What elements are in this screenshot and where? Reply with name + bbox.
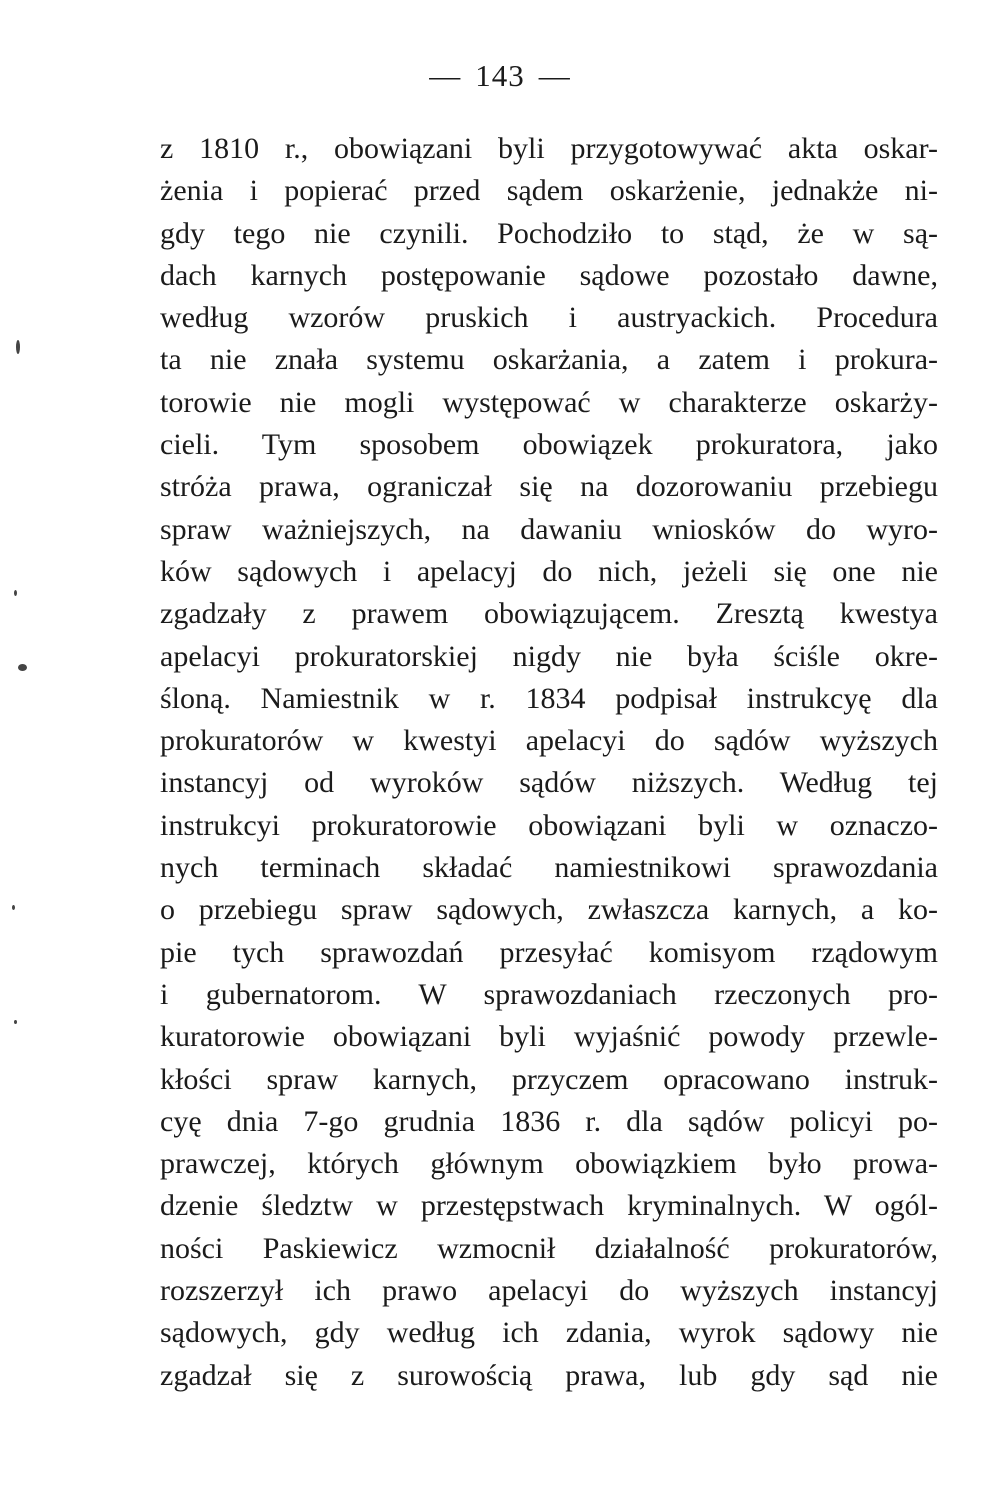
text-line: torowie nie mogli występować w charakterze oskarży- <box>160 385 938 419</box>
text-line: śloną. Namiestnik w r. 1834 podpisał instrukcyę dla <box>160 681 938 715</box>
text-line: ta nie znała systemu oskarżania, a zatem i prokura- <box>160 343 938 377</box>
text-line: nych terminach składać namiestnikowi sprawozdania <box>160 851 938 885</box>
margin-speck <box>18 664 27 671</box>
text-line: zgadzały z prawem obowiązującem. Zresztą kwestya <box>160 597 938 631</box>
text-line: pie tych sprawozdań przesyłać komisyom rządowym <box>160 935 938 969</box>
text-line: zgadzał się z surowością prawa, lub gdy sąd nie <box>160 1358 938 1392</box>
text-line: stróża prawa, ograniczał się na dozorowaniu przebiegu <box>160 470 938 504</box>
text-line: cyę dnia 7-go grudnia 1836 r. dla sądów policyi po- <box>160 1104 938 1138</box>
text-line: sądowych, gdy według ich zdania, wyrok sądowy nie <box>160 1316 938 1350</box>
text-line: prawczej, których głównym obowiązkiem było prowa- <box>160 1147 938 1181</box>
left-margin-specks <box>0 0 30 1496</box>
margin-speck <box>16 340 20 354</box>
text-line: według wzorów pruskich i austryackich. Procedura <box>160 301 938 335</box>
page-number-dash-left: — <box>429 58 462 93</box>
text-line: o przebiegu spraw sądowych, zwłaszcza karnych, a ko- <box>160 893 938 927</box>
text-line: kłości spraw karnych, przyczem opracowano instruk- <box>160 1062 938 1096</box>
text-line: z 1810 r., obowiązani byli przygotowywać akta oskar- <box>160 132 938 165</box>
margin-speck <box>14 1020 17 1024</box>
text-line: i gubernatorom. W sprawozdaniach rzeczonych pro- <box>160 977 938 1011</box>
text-line: ności Paskiewicz wzmocnił działalność prokuratorów, <box>160 1231 938 1265</box>
text-line: dach karnych postępowanie sądowe pozostało dawne, <box>160 258 938 292</box>
margin-speck <box>12 905 15 910</box>
text-line: rozszerzył ich prawo apelacyi do wyższych instancyj <box>160 1274 938 1308</box>
text-line: gdy tego nie czynili. Pochodziło to stąd, że w są- <box>160 216 938 250</box>
text-line: prokuratorów w kwestyi apelacyi do sądów wyższych <box>160 724 938 758</box>
page-number: 143 <box>475 58 525 93</box>
text-line: cieli. Tym sposobem obowiązek prokuratora, jako <box>160 428 938 462</box>
text-line: apelacyi prokuratorskiej nigdy nie była ściśle okre- <box>160 639 938 673</box>
text-line: dzenie śledztw w przestępstwach kryminalnych. W ogól- <box>160 1189 938 1223</box>
text-line: instancyj od wyroków sądów niższych. Według tej <box>160 766 938 800</box>
text-line: spraw ważniejszych, na dawaniu wniosków do wyro- <box>160 512 938 546</box>
page-number-dash-right: — <box>538 58 571 93</box>
body-text <box>160 128 938 1397</box>
page-number-header <box>0 58 1000 94</box>
text-line: żenia i popierać przed sądem oskarżenie, jednakże ni- <box>160 174 938 208</box>
text-line: instrukcyi prokuratorowie obowiązani byli w oznaczo- <box>160 808 938 842</box>
text-line: ków sądowych i apelacyj do nich, jeżeli się one nie <box>160 554 938 588</box>
text-line: kuratorowie obowiązani byli wyjaśnić powody przewle- <box>160 1020 938 1054</box>
margin-speck <box>14 590 17 596</box>
